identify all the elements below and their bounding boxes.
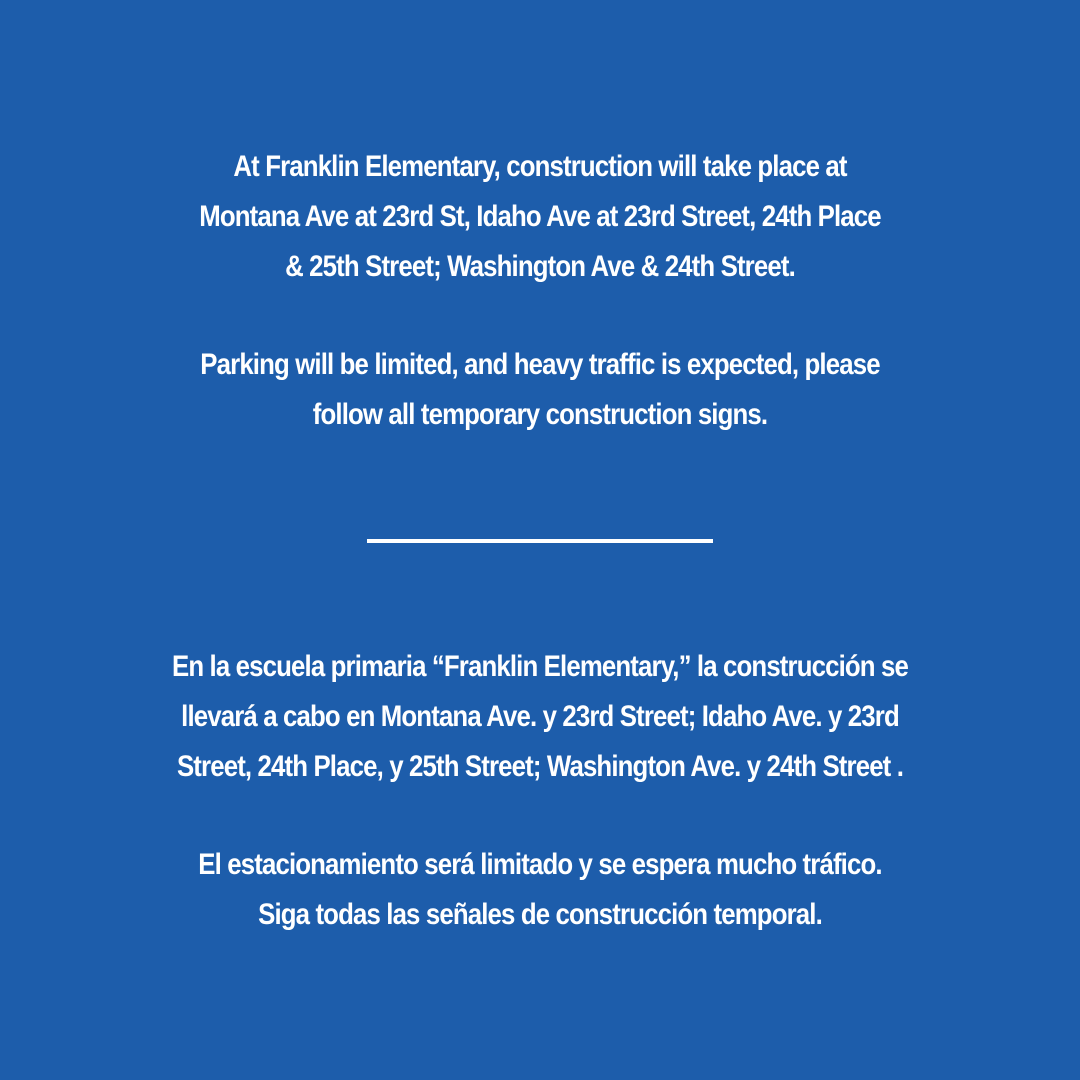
english-location-line-3: & 25th Street; Washington Ave & 24th Street. bbox=[285, 250, 795, 283]
section-divider bbox=[367, 539, 713, 543]
spanish-parking-line-1: El estacionamiento será limitado y se espera mucho tráfico. bbox=[198, 848, 882, 881]
english-parking-line-2: follow all temporary construction signs. bbox=[312, 398, 768, 431]
english-construction-locations bbox=[60, 142, 1020, 292]
english-parking-line-1: Parking will be limited, and heavy traffic is expected, please bbox=[200, 348, 880, 381]
spanish-parking-notice bbox=[60, 840, 1020, 940]
english-location-line-2: Montana Ave at 23rd St, Idaho Ave at 23rd Street, 24th Place bbox=[199, 200, 881, 233]
spanish-location-line-3: Street, 24th Place, y 25th Street; Washington Ave. y 24th Street . bbox=[176, 750, 904, 783]
spanish-construction-locations bbox=[60, 642, 1020, 792]
english-parking-notice bbox=[60, 340, 1020, 440]
spanish-location-line-1: En la escuela primaria “Franklin Elementary,” la construcción se bbox=[172, 650, 908, 683]
spanish-location-line-2: llevará a cabo en Montana Ave. y 23rd Street; Idaho Ave. y 23rd bbox=[181, 700, 899, 733]
english-location-line-1: At Franklin Elementary, construction will take place at bbox=[233, 150, 847, 183]
spanish-parking-line-2: Siga todas las señales de construcción temporal. bbox=[258, 898, 822, 931]
